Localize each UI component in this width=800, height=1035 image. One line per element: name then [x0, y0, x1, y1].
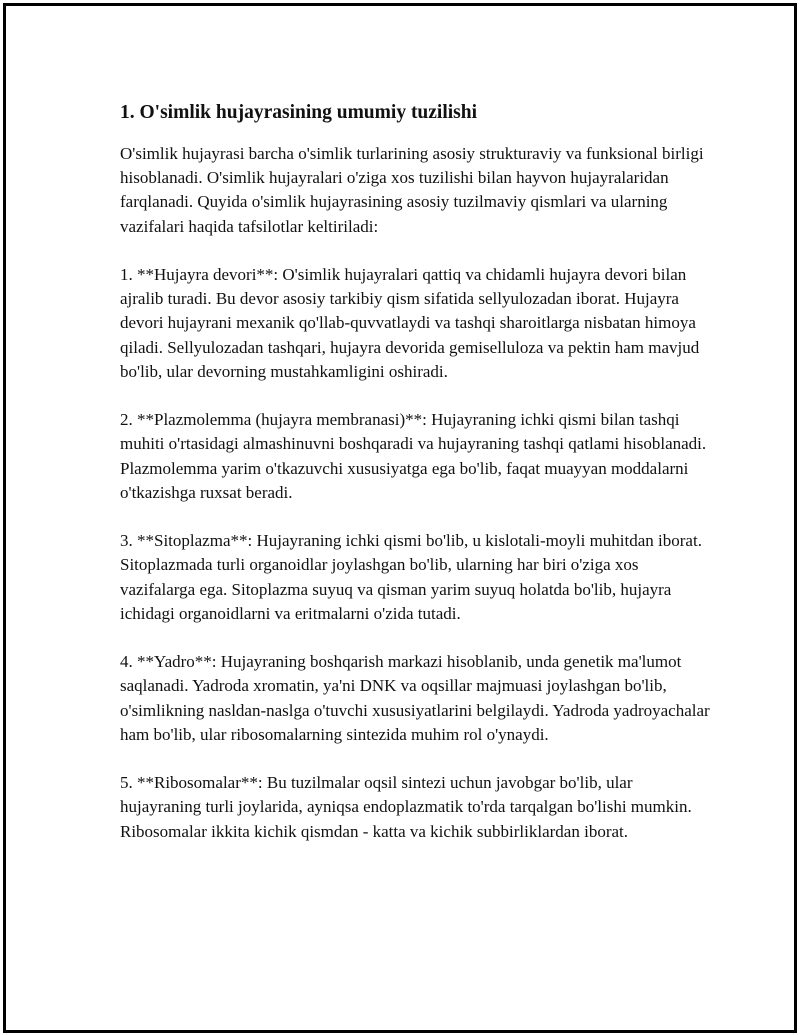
paragraph-nucleus: 4. **Yadro**: Hujayraning boshqarish markazi hisoblanib, unda genetik ma'lumot saqlanadi. Yadroda xromatin, ya'ni DNK va oqsillar majmuasi joylashgan bo'lib, o'simlikning nasldan-naslga o'tuvchi xususiyatlarini belgilaydi. Yadroda yadroyachalar ham bo'lib, ular ribosomalarning sintezida muhim rol o'ynaydi.: [120, 652, 710, 744]
paragraph-plasmalemma: 2. **Plazmolemma (hujayra membranasi)**: Hujayraning ichki qismi bilan tashqi muhiti o'rtasidagi almashinuvni boshqaradi va hujayraning tashqi qatlami hisoblanadi. Plazmolemma yarim o'tkazuvchi xususiyatga ega bo'lib, faqat muayyan moddalarni o'tkazishga ruxsat beradi.: [120, 410, 707, 502]
paragraph-ribosomes: 5. **Ribosomalar**: Bu tuzilmalar oqsil sintezi uchun javobgar bo'lib, ular hujayraning turli joylarida, ayniqsa endoplazmatik to'rda tarqalgan bo'lishi mumkin. Ribosomalar ikkita kichik qismdan - katta va kichik subbirliklardan iborat.: [120, 773, 692, 841]
paragraph-cytoplasm: 3. **Sitoplazma**: Hujayraning ichki qismi bo'lib, u kislotali-moyli muhitdan iborat. Sitoplazmada turli organoidlar joylashgan bo'lib, ularning har biri o'ziga xos vazifalarga ega. Sitoplazma suyuq va qisman yarim suyuq holatda bo'lib, hujayra ichidagi organoidlarni va eritmalarni o'zida tutadi.: [120, 531, 702, 623]
document-body: [120, 96, 710, 868]
paragraph-cell-wall: 1. **Hujayra devori**: O'simlik hujayralari qattiq va chidamli hujayra devori bilan ajralib turadi. Bu devor asosiy tarkibiy qism sifatida sellyulozadan iborat. Hujayra devori hujayrani mexanik qo'llab-quvvatlaydi va tashqi sharoitlarga nisbatan himoya qiladi. Sellyulozadan tashqari, hujayra devorida gemiselluloza va pektin ham mavjud bo'lib, ular devorning mustahkamligini oshiradi.: [120, 265, 700, 381]
page-frame: [3, 3, 797, 1033]
document-title: 1. O'simlik hujayrasining umumiy tuzilishi: [120, 102, 478, 123]
intro-paragraph: O'simlik hujayrasi barcha o'simlik turlarining asosiy strukturaviy va funksional birligi hisoblanadi. O'simlik hujayralari o'ziga xos tuzilishi bilan hayvon hujayralaridan farqlanadi. Quyida o'simlik hujayrasining asosiy tuzilmaviy qismlari va ularning vazifalari haqida tafsilotlar keltiriladi:: [120, 144, 704, 236]
